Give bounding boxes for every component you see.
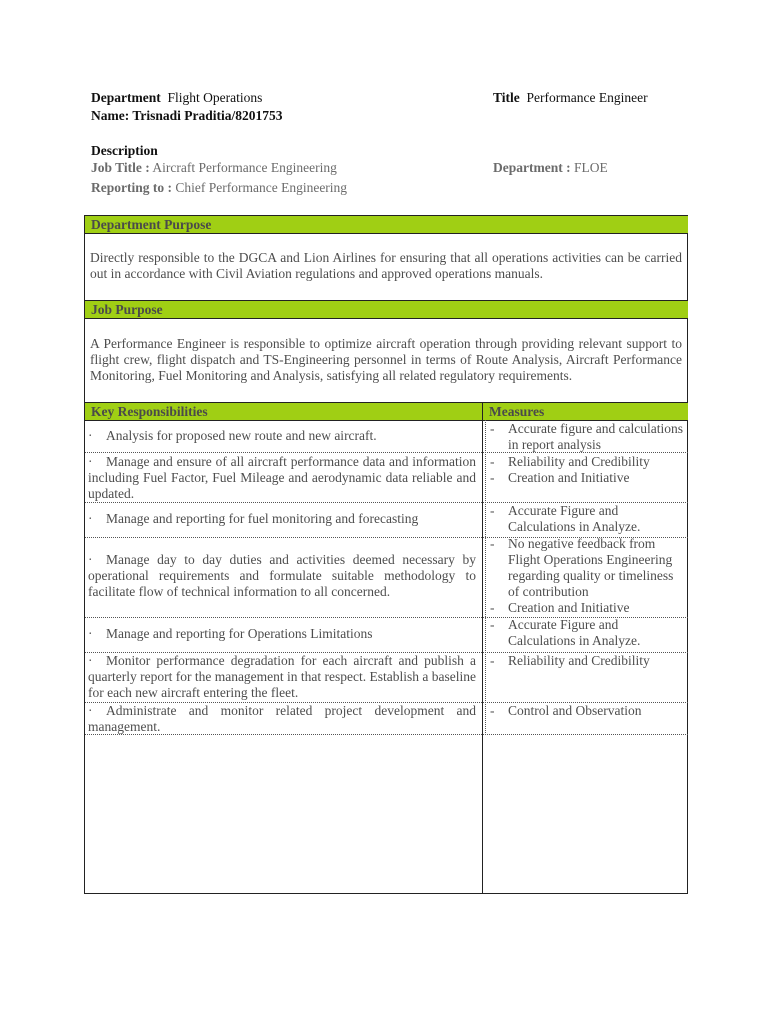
reporting-label: Reporting to :: [91, 180, 172, 195]
measure-item: - No negative feedback from Flight Operations Engineering regarding quality or timeliness of contribution: [490, 536, 684, 600]
measure-item: - Creation and Initiative: [490, 600, 684, 616]
table-row-responsibility: [88, 552, 476, 600]
header-department-value: Flight Operations: [167, 90, 263, 105]
job-purpose-text: A Performance Engineer is responsible to optimize aircraft operation through providing relevant support to flight crew, flight dispatch and TS-Engineering personnel in terms of Route Analysis, Aircraft Performance Monitoring, Fuel Monitoring and Analysis, satisfying all related regulatory requirements.: [90, 336, 682, 383]
table-row-measures: [490, 703, 684, 719]
header-title-value: Performance Engineer: [526, 90, 648, 105]
col-measures: Measures: [489, 404, 545, 419]
table-row-responsibility: [88, 653, 476, 701]
col-responsibilities: Key Responsibilities: [91, 404, 208, 419]
reporting-value: Chief Performance Engineering: [175, 180, 348, 195]
table-row-responsibility: [88, 511, 476, 527]
header-name-value: Trisnadi Praditia/8201753: [132, 108, 283, 123]
header-department-label: Department: [91, 90, 161, 105]
table-row-measures: [490, 617, 684, 649]
responsibility-text: Manage day to day duties and activities deemed necessary by operational requirements and formulate suitable methodology to facilitate flow of technical information to all concerned.: [88, 552, 476, 599]
job-title-line: [91, 160, 337, 176]
department-purpose-heading: Department Purpose: [91, 217, 212, 232]
table-row-responsibility: [88, 428, 476, 444]
header-name-label: Name:: [91, 108, 130, 123]
description-department-value: FLOE: [573, 160, 608, 175]
department-purpose-header: [85, 215, 688, 234]
header-title: [493, 90, 648, 106]
description-department-line: [493, 160, 608, 176]
measure-item: - Accurate Figure and Calculations in Analyze.: [490, 617, 684, 649]
measure-item: - Reliability and Credibility: [490, 454, 684, 470]
table-row-measures: [490, 454, 684, 486]
table-row-measures: [490, 503, 684, 535]
header-department: [91, 90, 262, 106]
bullet: ·: [88, 626, 93, 641]
header-title-label: Title: [493, 90, 520, 105]
description-heading: Description: [91, 143, 158, 158]
table-row-responsibility: [88, 626, 476, 642]
header-name: [91, 108, 283, 124]
table-row-measures: [490, 653, 684, 669]
bullet: ·: [88, 428, 93, 443]
responsibility-text: Manage and reporting for fuel monitoring and forecasting: [106, 511, 419, 526]
responsibility-text: Administrate and monitor related project development and management.: [88, 703, 476, 734]
job-title-value: Aircraft Performance Engineering: [152, 160, 337, 175]
bullet: ·: [88, 653, 93, 668]
responsibilities-header: [85, 402, 688, 421]
measure-item: - Accurate figure and calculations in report analysis: [490, 421, 684, 453]
job-purpose-header: [85, 300, 688, 319]
reporting-line: [91, 180, 347, 196]
measure-item: - Control and Observation: [490, 703, 684, 719]
column-divider: [482, 402, 483, 894]
department-purpose-text: Directly responsible to the DGCA and Lion Airlines for ensuring that all operations activities can be carried out in accordance with Civil Aviation regulations and approved operations manuals.: [90, 250, 682, 281]
description-department-label: Department :: [493, 160, 571, 175]
job-title-label: Job Title :: [91, 160, 150, 175]
responsibility-text: Monitor performance degradation for each aircraft and publish a quarterly report for the management in that respect. Establish a baseline for each new aircraft entering the fleet.: [88, 653, 476, 700]
measure-item: - Creation and Initiative: [490, 470, 684, 486]
table-row-measures: [490, 536, 684, 616]
measure-item: - Reliability and Credibility: [490, 653, 684, 669]
responsibility-text: Manage and ensure of all aircraft performance data and information including Fuel Factor, Fuel Mileage and aerodynamic data reliable and updated.: [88, 454, 476, 501]
measure-item: - Accurate Figure and Calculations in Analyze.: [490, 503, 684, 535]
responsibility-text: Manage and reporting for Operations Limitations: [106, 626, 373, 641]
responsibility-text: Analysis for proposed new route and new aircraft.: [106, 428, 377, 443]
table-row-measures: [490, 421, 684, 453]
bullet: ·: [88, 703, 93, 718]
table-row-responsibility: [88, 703, 476, 735]
table-row-responsibility: [88, 454, 476, 502]
column-divider-dotted: [485, 420, 486, 733]
bullet: ·: [88, 511, 93, 526]
bullet: ·: [88, 552, 93, 567]
bullet: ·: [88, 454, 93, 469]
job-purpose-heading: Job Purpose: [91, 302, 163, 317]
